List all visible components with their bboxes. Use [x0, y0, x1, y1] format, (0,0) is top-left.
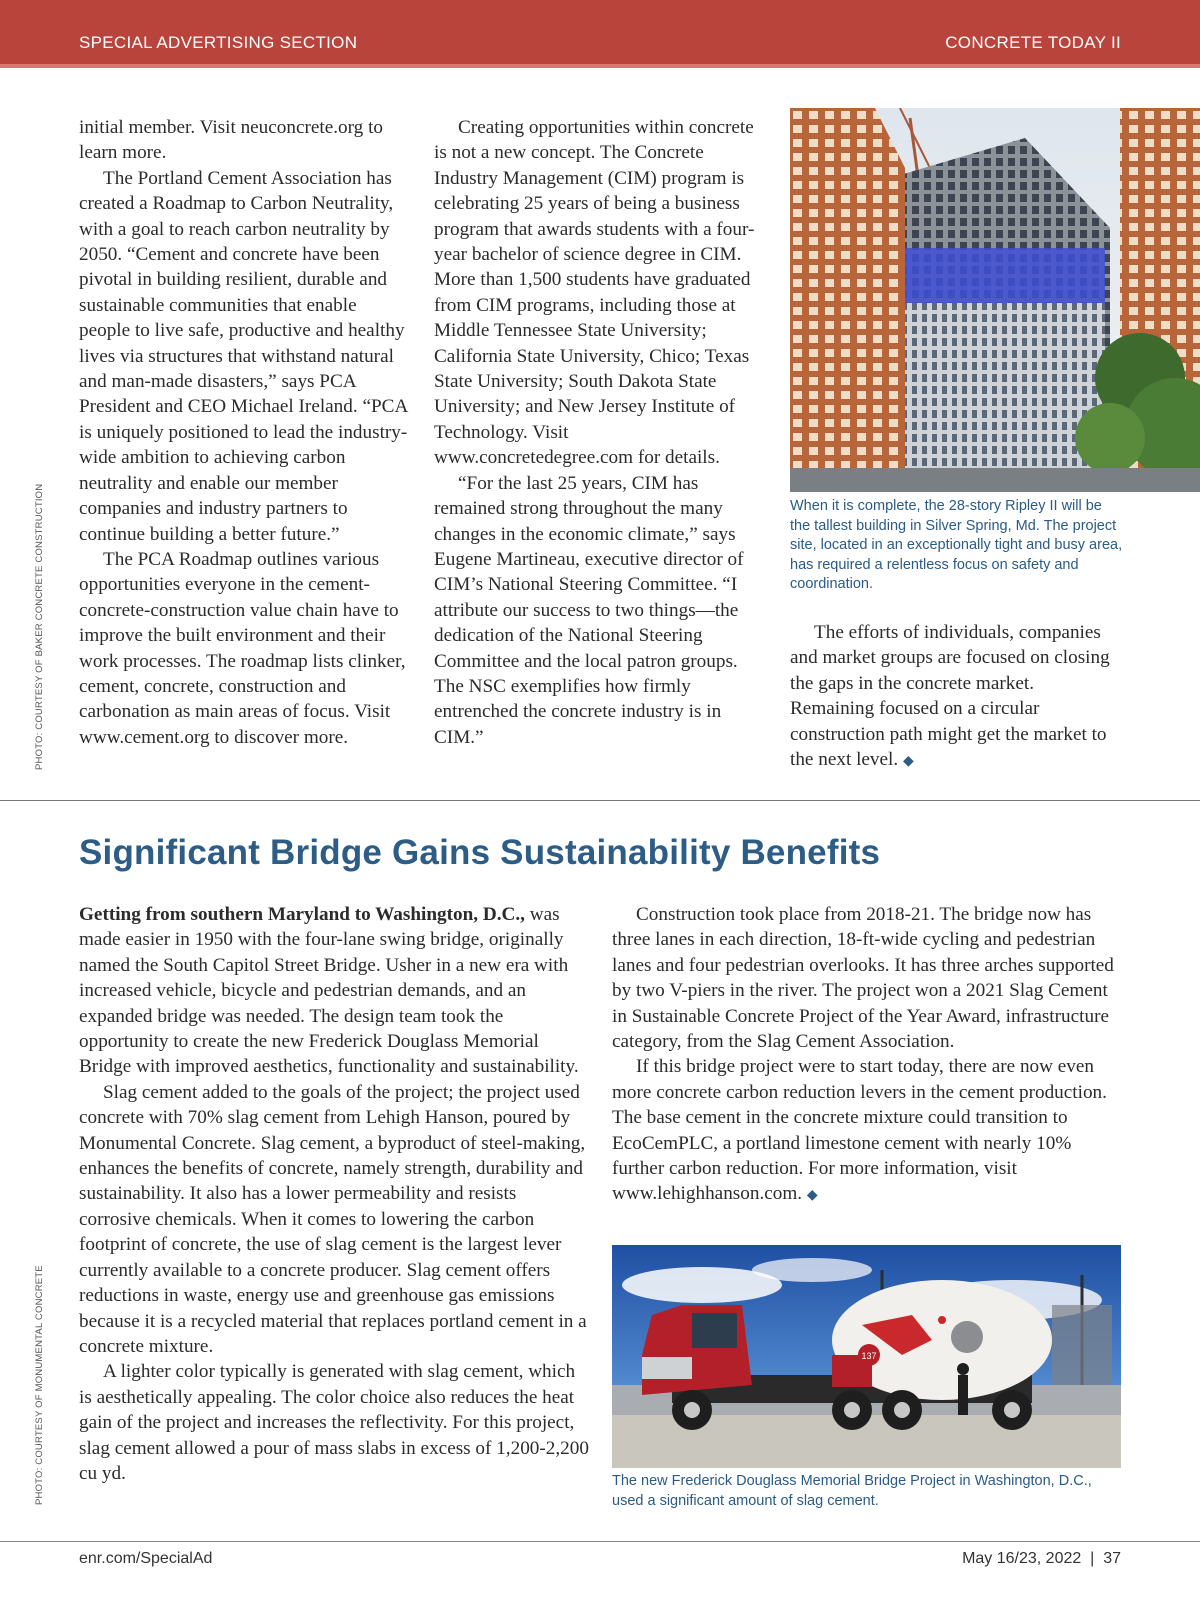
publication-label: CONCRETE TODAY II — [945, 33, 1121, 52]
lead-in: Getting from southern Maryland to Washington, D.C., — [79, 904, 525, 925]
end-mark-icon: ◆ — [902, 754, 914, 770]
paragraph: Construction took place from 2018-21. The bridge now has three lanes in each direction, 18-ft-wide cycling and pedestrian lanes and four pedestrian overlooks. It has three arches supported by two V-piers in the river. The project won a 2021 Slag Cement in Sustainable Concrete Project of the Year Award, infrastructure category, from the Slag Cement Association. — [612, 904, 1114, 1053]
paragraph: The efforts of individuals, companies and market groups are focused on closing the gaps in the concrete market. Remaining focused on a circular construction path might get the market to the next level. — [790, 622, 1110, 771]
paragraph: A lighter color typically is generated with slag cement, which is aesthetically appealing. The color choice also reduces the heat gain of the project and increases the reflectivity. For this project, slag cement allowed a pour of mass slabs in excess of 1,200-2,200 cu yd. — [79, 1361, 589, 1484]
section-header-bar — [0, 0, 1200, 68]
building-photo-illustration — [790, 108, 1200, 492]
top-column-1 — [79, 115, 411, 750]
paragraph: The PCA Roadmap outlines various opportunities everyone in the cement-concrete-construction value chain have to improve the built environment and their work processes. The roadmap lists clinker, cement, concrete, construction and carbonation as main areas of focus. Visit www.cement.org to discover more. — [79, 548, 406, 748]
section-label: SPECIAL ADVERTISING SECTION — [79, 33, 358, 52]
top-column-3 — [790, 620, 1122, 774]
footer-date-page: May 16/23, 2022 | 37 — [962, 1550, 1121, 1567]
bottom-column-1 — [79, 902, 589, 1486]
paragraph: was made easier in 1950 with the four-lane swing bridge, originally named the South Capitol Street Bridge. Usher in a new era with increased vehicle, bicycle and pedestrian demands, and an expanded bridge was needed. The design team took the opportunity to create the new Frederick Douglass Memorial Bridge with improved aesthetics, functionality and sustainability. — [79, 904, 579, 1078]
bottom-column-2 — [612, 902, 1122, 1209]
top-photo-credit: PHOTO: COURTESY OF BAKER CONCRETE CONSTRUCTION — [34, 483, 45, 770]
truck-number: 137 — [861, 1351, 877, 1361]
paragraph: Slag cement added to the goals of the project; the project used concrete with 70% slag cement from Lehigh Hanson, poured by Monumental Concrete. Slag cement, a byproduct of steel-making, enhances the benefits of concrete, namely strength, durability and sustainability. It also has a lower permeability and resists corrosive chemicals. When it comes to lowering the carbon footprint of concrete, the use of slag cement is the largest lever currently available to a concrete producer. Slag cement offers reductions in waste, energy use and greenhouse gas emissions because it is a recycled material that replaces portland cement in a concrete mixture. — [79, 1081, 587, 1357]
paragraph: If this bridge project were to start today, there are now even more concrete carbon reduction levers in the cement production. The base cement in the concrete mixture could transition to EcoCemPLC, a portland limestone cement with nearly 10% further carbon reduction. For more information, visit www.lehighhanson.com. — [612, 1056, 1107, 1205]
paragraph: “For the last 25 years, CIM has remained strong throughout the many changes in the economic climate,” says Eugene Martineau, executive director of CIM’s National Steering Committee. “I attribute our success to two things—the dedication of the National Steering Committee and the local patron groups. The NSC exemplifies how firmly entrenched the concrete industry is in CIM.” — [434, 472, 744, 748]
footer-divider — [0, 1541, 1200, 1542]
concrete-truck-photo — [612, 1245, 1121, 1468]
paragraph: The Portland Cement Association has created a Roadmap to Carbon Neutrality, with a goal to reach carbon neutrality by 2050. “Cement and concrete have been pivotal in building resilient, durable and sustainable communities that enable people to live safe, productive and healthy lives via structures that withstand natural and man-made disasters,” says PCA President and CEO Michael Ireland. “PCA is uniquely positioned to lead the industry-wide ambition to achieving carbon neutrality and enable our member companies and industry partners to continue building a better future.” — [79, 167, 408, 545]
top-column-2 — [434, 115, 766, 750]
footer-url: enr.com/SpecialAd — [79, 1550, 213, 1567]
truck-photo-illustration — [612, 1245, 1121, 1468]
section-divider — [0, 800, 1200, 801]
building-photo-caption: When it is complete, the 28-story Ripley II will be the tallest building in Silver Spring, Md. The project site, located in an exceptionally tight and busy area, has required a relentless focus on safety and coordination. — [790, 498, 1123, 592]
paragraph: initial member. Visit neuconcrete.org to learn more. — [79, 117, 384, 164]
building-construction-photo — [790, 108, 1200, 492]
paragraph: Creating opportunities within concrete is not a new concept. The Concrete Industry Management (CIM) program is celebrating 25 years of being a business program that awards students with a four-year bachelor of science degree in CIM. More than 1,500 students have graduated from CIM programs, including those at Middle Tennessee State University; California State University, Chico; Texas State University; South Dakota State University; and New Jersey Institute of Technology. Visit www.concretedegree.com for details. — [434, 117, 755, 469]
truck-photo-caption: The new Frederick Douglass Memorial Bridge Project in Washington, D.C., used a significant amount of slag cement. — [612, 1473, 1092, 1509]
bottom-photo-credit: PHOTO: COURTESY OF MONUMENTAL CONCRETE — [34, 1265, 45, 1505]
end-mark-icon: ◆ — [806, 1188, 818, 1204]
article-headline: Significant Bridge Gains Sustainability Benefits — [79, 833, 881, 872]
